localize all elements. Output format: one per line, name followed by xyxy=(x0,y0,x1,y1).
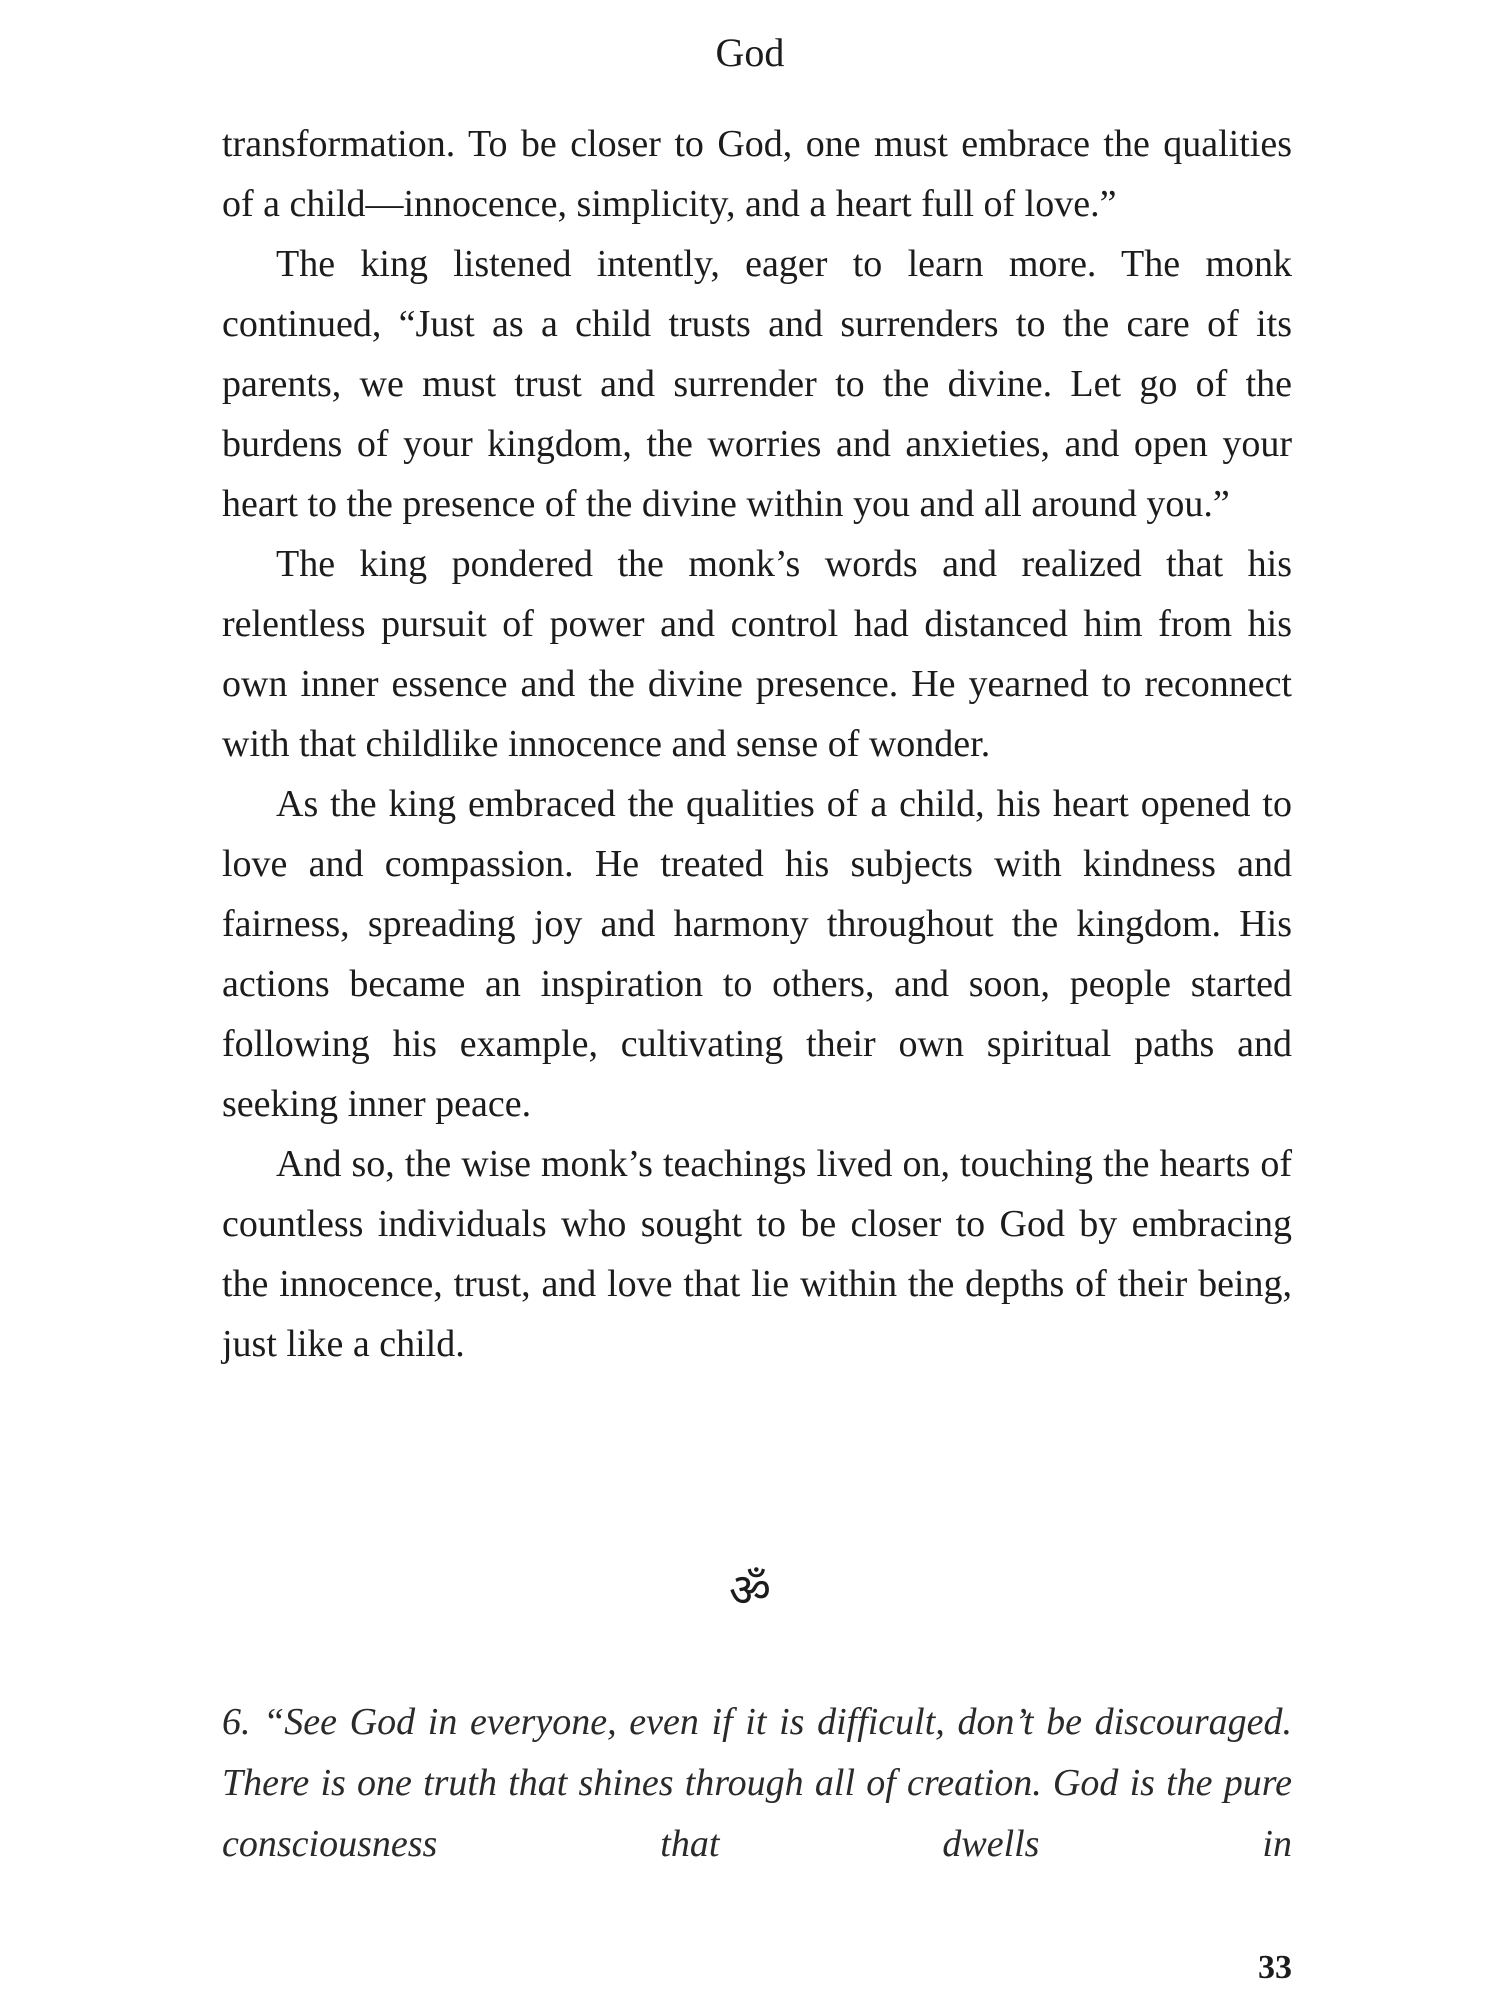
paragraph-king-pondered: The king pondered the monk’s words and realized that his relentless pursuit of power and control had distanced him from his own inner essence and the divine presence. He yearned to reconnect with that childlike innocence and sense of wonder. xyxy=(222,543,1292,765)
quote-text: 6. “See God in everyone, even if it is difficult, don’t be discouraged. There is one truth that shines through all of creation. God is the pure consciousness that dwells in xyxy=(222,1701,1292,1865)
paragraph-teachings-lived-on: And so, the wise monk’s teachings lived on, touching the hearts of countless individuals who sought to be closer to God by embracing the innocence, trust, and love that lie within the depths of their being, just like a child. xyxy=(222,1143,1292,1365)
paragraph-king-embraced: As the king embraced the qualities of a child, his heart opened to love and compassion. He treated his subjects with kindness and fairness, spreading joy and harmony throughout the kingdom. His actions became an inspiration to others, and soon, people started following his example, cultivating their own spiritual paths and seeking inner peace. xyxy=(222,783,1292,1125)
om-symbol-icon: ॐ xyxy=(729,1563,771,1617)
page-number: 33 xyxy=(1258,1949,1292,1986)
paragraph-king-listened: The king listened intently, eager to learn more. The monk continued, “Just as a child trusts and surrenders to the care of its parents, we must trust and surrender to the divine. Let go of the burdens of your kingdom, the worries and anxieties, and open your heart to the presence of the divine within you and all around you.” xyxy=(222,243,1292,525)
section-six-quote xyxy=(222,1692,1292,1875)
paragraph-continued: transformation. To be closer to God, one must embrace the qualities of a child—innocence, simplicity, and a heart full of love.” xyxy=(222,123,1292,225)
body-text xyxy=(222,114,1292,1374)
running-header-title: God xyxy=(715,30,785,75)
